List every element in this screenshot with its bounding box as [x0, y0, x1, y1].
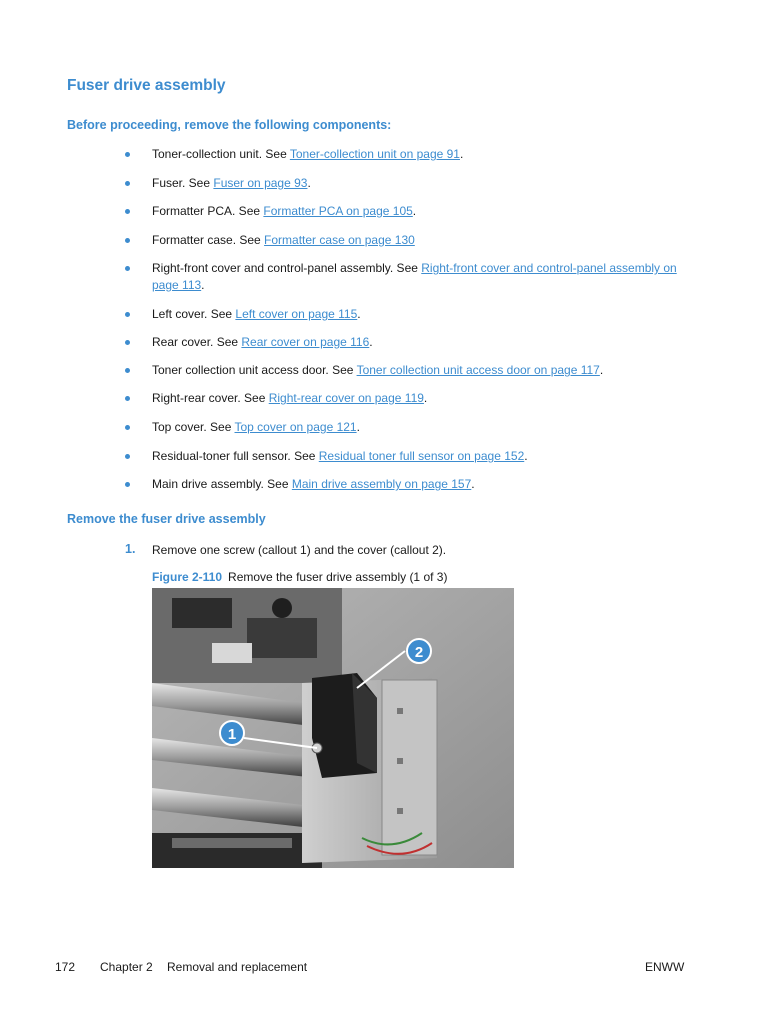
prereq-item-right-front-cover	[152, 260, 682, 294]
prereq-text: Residual-toner full sensor. See	[152, 449, 319, 463]
prereq-item-residual-toner-sensor	[152, 448, 682, 465]
prereq-suffix: .	[357, 307, 361, 321]
callout-2-label: 2	[414, 644, 424, 661]
prereq-item-formatter-pca	[152, 203, 682, 220]
prereq-item-top-cover	[152, 419, 682, 436]
prereq-link[interactable]: Formatter PCA on page 105	[263, 204, 413, 218]
bullet-icon	[125, 266, 130, 271]
bullet-icon	[125, 181, 130, 186]
prereq-suffix: .	[307, 176, 311, 190]
prereq-text: Left cover. See	[152, 307, 236, 321]
prereq-text: Toner-collection unit. See	[152, 147, 290, 161]
bullet-icon	[125, 368, 130, 373]
prereq-suffix: .	[599, 363, 604, 377]
bullet-icon	[125, 454, 130, 459]
prereq-suffix: .	[369, 335, 373, 349]
prereq-text: Rear cover. See	[152, 335, 242, 349]
bullet-icon	[125, 425, 130, 430]
step-number: 1.	[125, 542, 136, 556]
prereq-link[interactable]: Right-rear cover on page 119	[268, 391, 424, 405]
prereq-item-fuser	[152, 175, 682, 192]
prereq-link[interactable]: Main drive assembly on page 157	[291, 477, 472, 491]
callout-1-label: 1	[227, 726, 237, 743]
prereq-link[interactable]: Formatter case on page 130	[264, 233, 415, 247]
prereq-link[interactable]: Fuser on page 93	[213, 176, 308, 190]
bullet-icon	[125, 340, 130, 345]
section-title: Fuser drive assembly	[67, 77, 226, 94]
prereq-text: Formatter PCA. See	[152, 204, 264, 218]
page-number: 172	[55, 960, 76, 974]
figure-photo	[152, 588, 514, 868]
bullet-icon	[125, 482, 130, 487]
bullet-icon	[125, 152, 130, 157]
prereq-item-left-cover	[152, 306, 682, 323]
figure-caption-text: Remove the fuser drive assembly (1 of 3)	[228, 570, 448, 584]
prereq-link[interactable]: Top cover on page 121	[234, 420, 357, 434]
prereq-text: Top cover. See	[152, 420, 235, 434]
prereq-link[interactable]: Left cover on page 115	[235, 307, 358, 321]
bullet-icon	[125, 396, 130, 401]
prereq-item-formatter-case	[152, 232, 682, 249]
prereq-link[interactable]: Residual toner full sensor on page 152	[318, 449, 525, 463]
prereq-text: Right-rear cover. See	[152, 391, 269, 405]
bullet-icon	[125, 312, 130, 317]
figure-caption	[152, 570, 447, 584]
footer-chapter: Chapter 2	[100, 960, 153, 974]
prereq-text: Formatter case. See	[152, 233, 265, 247]
printer-fuser-drive-illustration	[152, 588, 514, 868]
prereq-text: Main drive assembly. See	[152, 477, 292, 491]
step-text: Remove one screw (callout 1) and the cover (callout 2).	[152, 543, 447, 557]
prereq-link[interactable]: Right-front cover and control-panel assembly on page 113	[152, 261, 677, 292]
prereq-suffix: .	[423, 391, 428, 405]
prereq-item-rear-cover	[152, 334, 682, 351]
bullet-icon	[125, 209, 130, 214]
procedure-heading: Remove the fuser drive assembly	[67, 512, 266, 526]
prerequisites-heading: Before proceeding, remove the following components:	[67, 118, 392, 132]
prereq-link[interactable]: Toner-collection unit on page 91	[289, 147, 460, 161]
prereq-link[interactable]: Rear cover on page 116	[241, 335, 370, 349]
prereq-item-toner-access-door	[152, 362, 682, 379]
footer-brand: ENWW	[645, 960, 685, 974]
prereq-suffix: .	[471, 477, 475, 491]
bullet-icon	[125, 238, 130, 243]
prereq-text: Right-front cover and control-panel assembly. See	[152, 261, 422, 275]
prereq-suffix: .	[412, 204, 417, 218]
prereq-text: Toner collection unit access door. See	[152, 363, 357, 377]
prereq-item-toner-collection-unit	[152, 146, 682, 163]
prereq-item-main-drive-assembly	[152, 476, 682, 493]
prereq-item-right-rear-cover	[152, 390, 682, 407]
prereq-suffix: .	[459, 147, 464, 161]
prereq-text: Fuser. See	[152, 176, 214, 190]
prereq-link[interactable]: Toner collection unit access door on page 117	[356, 363, 600, 377]
figure-label: Figure 2-110	[152, 570, 223, 584]
prereq-suffix: .	[201, 278, 205, 292]
prereq-suffix: .	[524, 449, 528, 463]
prereq-suffix: .	[356, 420, 360, 434]
footer-chapter-title: Removal and replacement	[167, 960, 308, 974]
